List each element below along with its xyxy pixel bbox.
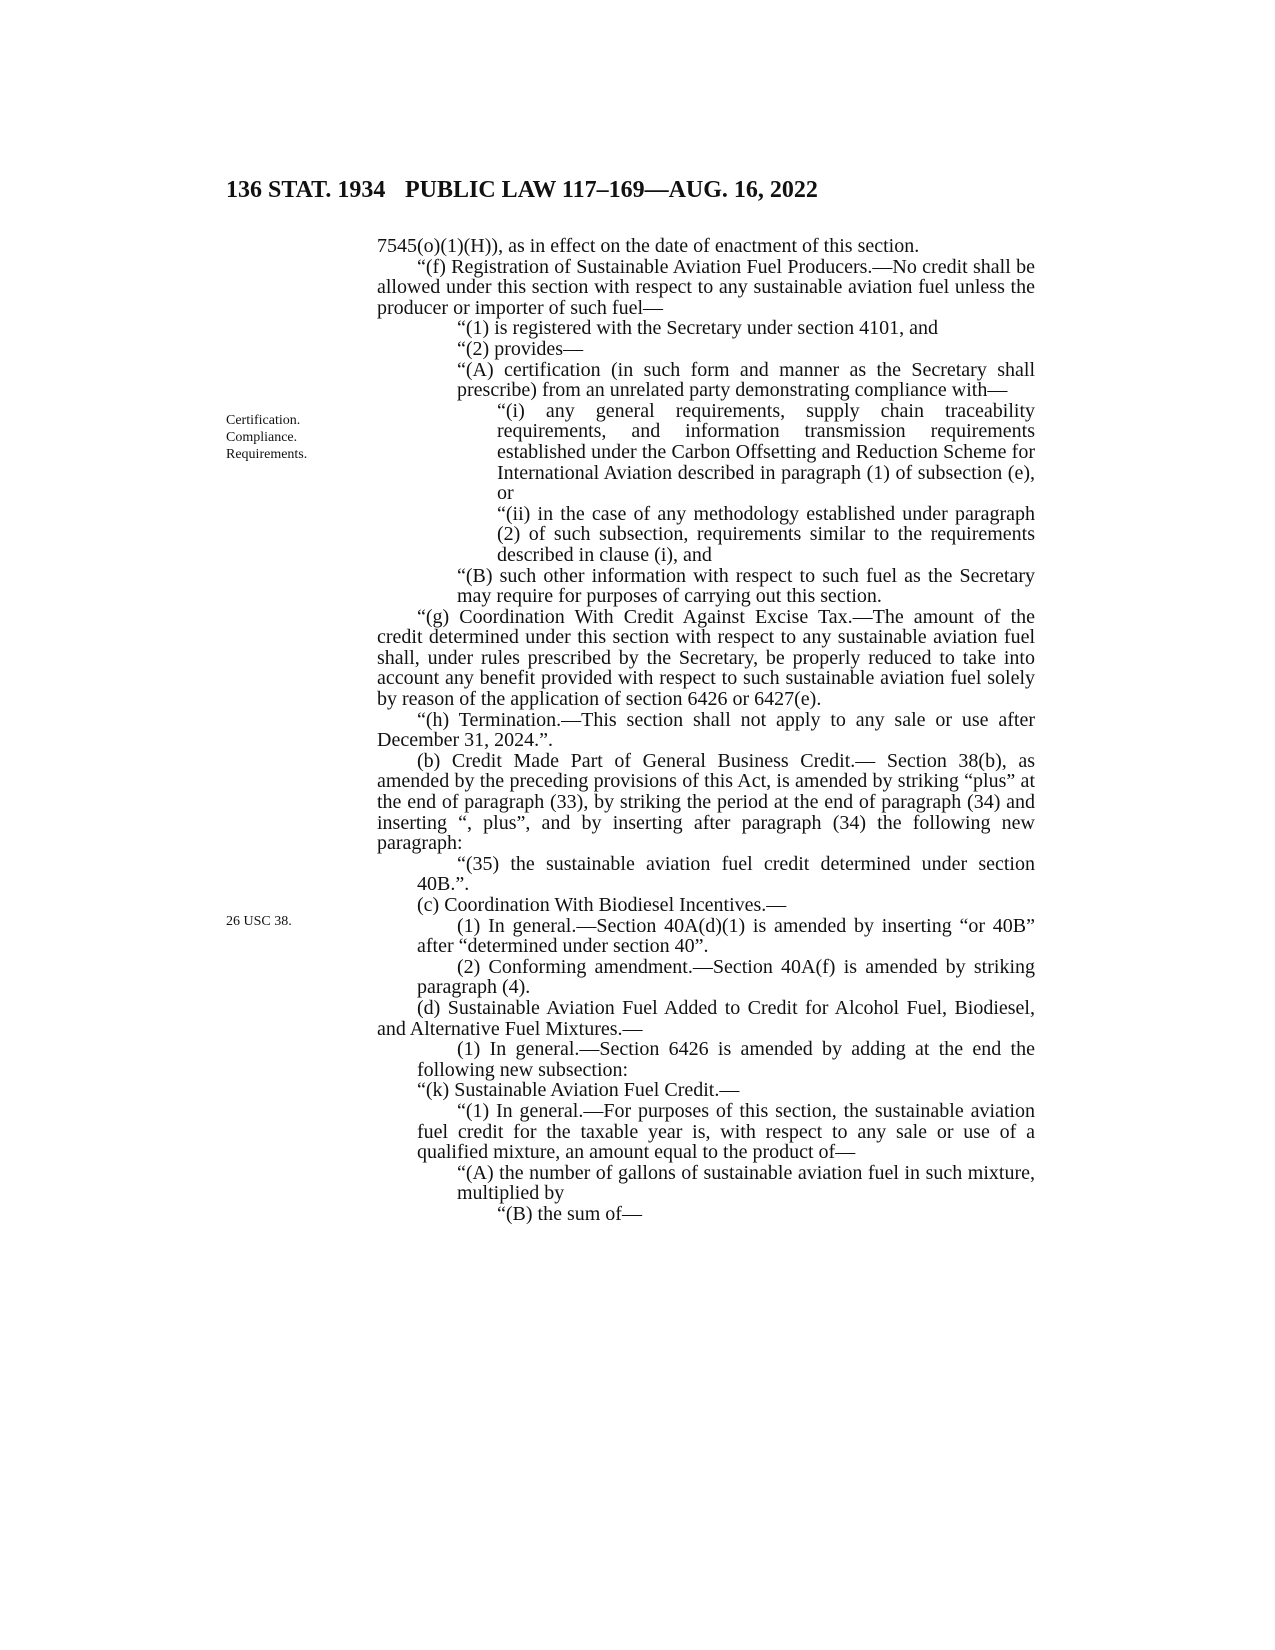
paragraph-continuation: 7545(o)(1)(H)), as in effect on the date of enactment of this section. bbox=[377, 235, 920, 257]
subsection-d: (d) Sustainable Aviation Fuel Added to Credit for Alcohol Fuel, Biodiesel, and Alternative Fuel Mixtures.— bbox=[377, 996, 1035, 1040]
subsection-f: “(f) Registration of Sustainable Aviation Fuel Producers.—No credit shall be allowed under this section with respect to any sustainable aviation fuel unless the producer or importer of such fuel— bbox=[377, 255, 1035, 319]
paragraph-f-1 bbox=[377, 318, 1035, 339]
margin-note-line: Certification. bbox=[226, 413, 301, 428]
margin-note-line: Compliance. bbox=[226, 430, 298, 445]
paragraph-f-2: “(2) provides— bbox=[457, 337, 584, 360]
page-reference: 136 STAT. 1934 bbox=[226, 177, 386, 203]
subparagraph-k-1-b: “(B) the sum of— bbox=[497, 1202, 642, 1225]
statute-text bbox=[377, 236, 1035, 1225]
subsection-c: (c) Coordination With Biodiesel Incentives.— bbox=[417, 894, 787, 916]
paragraph-d-1: (1) In general.—Section 6426 is amended by adding at the end the following new subsection: bbox=[417, 1038, 1035, 1081]
subparagraph-f-2-b: “(B) such other information with respect to such fuel as the Secretary may require for purposes of carrying out this section. bbox=[457, 564, 1035, 608]
margin-note-line: Requirements. bbox=[226, 447, 308, 462]
margin-note-26-usc-38: 26 USC 38. bbox=[226, 914, 292, 929]
page-title: PUBLIC LAW 117–169—AUG. 16, 2022 bbox=[405, 177, 818, 203]
clause-f-2-a-ii: “(ii) in the case of any methodology established under paragraph (2) of such subsection, requirements similar to the requirements described in clause (i), and bbox=[497, 502, 1035, 566]
subsection-k: “(k) Sustainable Aviation Fuel Credit.— bbox=[417, 1079, 740, 1102]
paragraph-c-1: (1) In general.—Section 40A(d)(1) is amended by inserting “or 40B” after “determined under section 40”. bbox=[417, 914, 1035, 958]
clause-f-2-a-i: “(i) any general requirements, supply chain traceability requirements, and information transmission requirements established under the Carbon Offsetting and Reduction Scheme for International Aviation described in paragraph (1) of subsection (e), or bbox=[497, 399, 1035, 505]
paragraph-c-2: (2) Conforming amendment.—Section 40A(f) is amended by striking paragraph (4). bbox=[417, 955, 1035, 999]
subsection-b: (b) Credit Made Part of General Business Credit.— Section 38(b), as amended by the preceding provisions of this Act, is amended by striking “plus” at the end of paragraph (33), by striking the period at the end of paragraph (34) and inserting “, plus”, and by inserting after paragraph (34) the following new paragraph: bbox=[377, 749, 1035, 855]
paragraph-k-1: “(1) In general.—For purposes of this section, the sustainable aviation fuel credit for the taxable year is, with respect to any sale or use of a qualified mixture, an amount equal to the product of— bbox=[417, 1099, 1035, 1164]
subparagraph-f-2-a: “(A) certification (in such form and manner as the Secretary shall prescribe) from an unrelated party demonstrating compliance with— bbox=[457, 358, 1035, 402]
subparagraph-k-1-a: “(A) the number of gallons of sustainable aviation fuel in such mixture, multiplied by bbox=[457, 1161, 1035, 1205]
subsection-g: “(g) Coordination With Credit Against Excise Tax.—The amount of the credit determined under this section with respect to any sustainable aviation fuel shall, under rules prescribed by the Secretary, be properly reduced to take into account any benefit provided with respect to such sustainable aviation fuel solely by reason of the application of section 6426 or 6427(e). bbox=[377, 605, 1035, 711]
paragraph-35: “(35) the sustainable aviation fuel credit determined under section 40B.”. bbox=[417, 852, 1035, 896]
paragraph-f-1-text: “(1) is registered with the Secretary under section 4101, and bbox=[457, 317, 938, 340]
margin-note-certification bbox=[226, 412, 307, 463]
subsection-h: “(h) Termination.—This section shall not apply to any sale or use after December 31, 2024.”. bbox=[377, 708, 1035, 752]
